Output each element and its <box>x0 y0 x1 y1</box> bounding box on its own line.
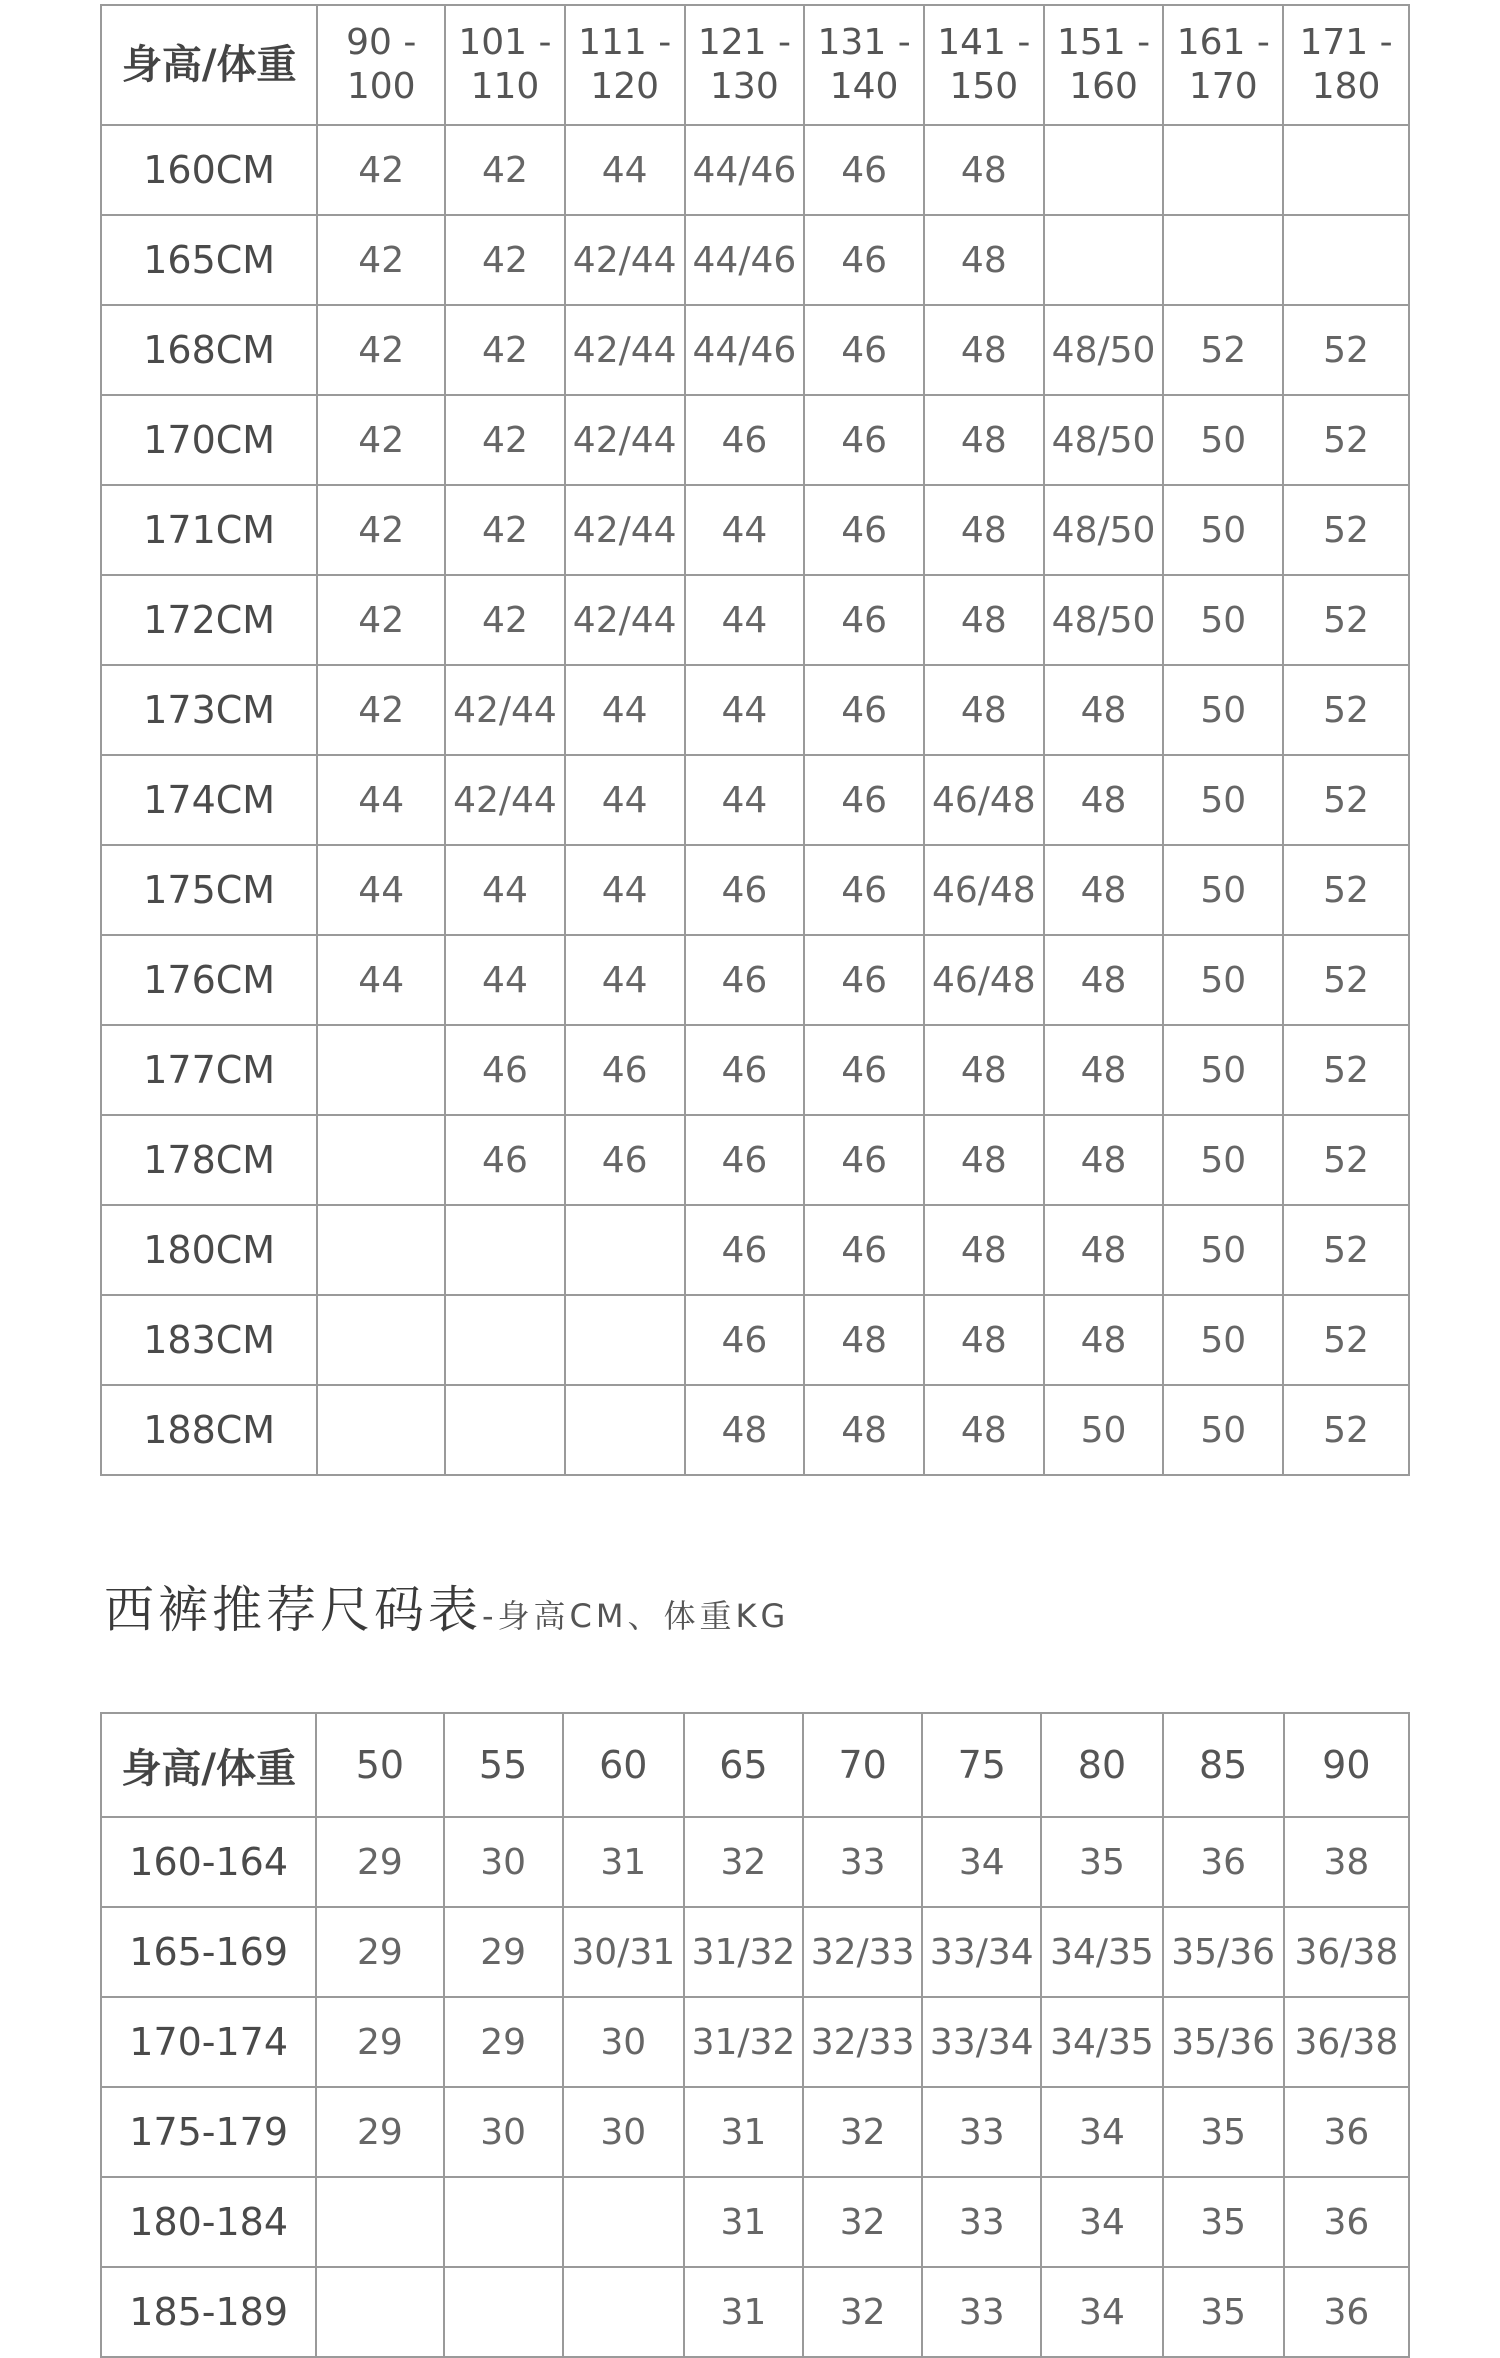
pants-size-cell: 31/32 <box>684 1997 803 2087</box>
pants-size-cell <box>563 2267 684 2357</box>
pants-title-subtitle: -身高CM、体重KG <box>482 1597 790 1635</box>
jacket-table-row <box>101 215 1409 305</box>
pants-size-cell: 36 <box>1284 2087 1409 2177</box>
jacket-size-cell: 48 <box>924 215 1044 305</box>
pants-size-cell: 36/38 <box>1284 1907 1409 1997</box>
pants-size-cell: 29 <box>316 2087 443 2177</box>
jacket-weight-col-header: 161 - 170 <box>1163 5 1283 125</box>
pants-weight-col-header: 75 <box>922 1713 1041 1817</box>
pants-size-cell: 33/34 <box>922 1997 1041 2087</box>
jacket-size-cell: 50 <box>1163 1115 1283 1205</box>
jacket-size-cell: 46 <box>804 1025 924 1115</box>
jacket-size-cell: 46 <box>445 1025 565 1115</box>
jacket-size-cell: 48 <box>924 395 1044 485</box>
jacket-size-cell: 52 <box>1283 395 1409 485</box>
jacket-size-cell: 48 <box>804 1385 924 1475</box>
pants-size-cell: 35 <box>1041 1817 1162 1907</box>
jacket-size-cell: 44 <box>317 935 445 1025</box>
pants-size-cell <box>444 2267 563 2357</box>
jacket-size-cell: 46 <box>565 1025 685 1115</box>
pants-size-cell: 36 <box>1163 1817 1284 1907</box>
jacket-size-cell: 46 <box>685 935 805 1025</box>
pants-size-cell: 33 <box>803 1817 922 1907</box>
pants-size-cell: 35 <box>1163 2267 1284 2357</box>
jacket-size-cell: 44 <box>445 845 565 935</box>
jacket-height-label: 177CM <box>101 1025 317 1115</box>
jacket-size-cell: 48/50 <box>1044 305 1164 395</box>
jacket-table-row <box>101 485 1409 575</box>
pants-size-cell: 32/33 <box>803 1997 922 2087</box>
jacket-size-cell: 50 <box>1163 1295 1283 1385</box>
jacket-size-cell: 52 <box>1283 755 1409 845</box>
jacket-size-cell: 42 <box>317 395 445 485</box>
jacket-size-cell <box>317 1115 445 1205</box>
jacket-size-cell: 48 <box>1044 1115 1164 1205</box>
jacket-size-cell: 48 <box>924 485 1044 575</box>
jacket-size-cell <box>445 1385 565 1475</box>
pants-size-cell: 34 <box>922 1817 1041 1907</box>
pants-size-cell: 36 <box>1284 2267 1409 2357</box>
jacket-size-cell: 42 <box>445 395 565 485</box>
jacket-size-cell: 48 <box>804 1295 924 1385</box>
jacket-size-cell: 48 <box>1044 755 1164 845</box>
jacket-size-cell: 44 <box>565 935 685 1025</box>
jacket-size-cell: 46 <box>804 935 924 1025</box>
jacket-size-cell: 46 <box>804 845 924 935</box>
jacket-height-label: 178CM <box>101 1115 317 1205</box>
pants-weight-col-header: 50 <box>316 1713 443 1817</box>
jacket-height-label: 183CM <box>101 1295 317 1385</box>
jacket-size-cell: 46/48 <box>924 845 1044 935</box>
jacket-size-cell: 48 <box>924 1295 1044 1385</box>
pants-size-cell: 36/38 <box>1284 1997 1409 2087</box>
jacket-size-cell: 44 <box>317 845 445 935</box>
jacket-size-cell: 48/50 <box>1044 575 1164 665</box>
pants-height-label: 160-164 <box>101 1817 316 1907</box>
jacket-size-cell: 48/50 <box>1044 395 1164 485</box>
pants-size-cell: 33 <box>922 2267 1041 2357</box>
jacket-size-cell: 44/46 <box>685 215 805 305</box>
pants-section-title <box>104 1570 789 1642</box>
jacket-size-cell: 46 <box>804 305 924 395</box>
jacket-size-cell <box>1044 125 1164 215</box>
jacket-size-cell: 44 <box>565 125 685 215</box>
jacket-table-row <box>101 665 1409 755</box>
jacket-size-cell <box>445 1205 565 1295</box>
jacket-table-body <box>101 125 1409 1475</box>
jacket-size-cell: 46 <box>804 215 924 305</box>
jacket-size-cell: 46/48 <box>924 935 1044 1025</box>
jacket-size-cell: 44 <box>685 575 805 665</box>
pants-size-cell: 30 <box>563 2087 684 2177</box>
jacket-size-cell: 46 <box>804 1115 924 1205</box>
jacket-size-cell: 48 <box>924 1385 1044 1475</box>
jacket-weight-col-header: 90 - 100 <box>317 5 445 125</box>
jacket-height-label: 188CM <box>101 1385 317 1475</box>
pants-corner-label: 身高/体重 <box>101 1713 316 1817</box>
jacket-size-cell: 52 <box>1283 935 1409 1025</box>
jacket-size-cell <box>1163 215 1283 305</box>
jacket-size-cell: 48 <box>1044 845 1164 935</box>
jacket-size-cell: 50 <box>1163 845 1283 935</box>
jacket-size-cell: 46 <box>804 125 924 215</box>
jacket-size-cell: 44 <box>685 665 805 755</box>
jacket-size-cell: 48 <box>924 665 1044 755</box>
jacket-table-row <box>101 1025 1409 1115</box>
jacket-size-cell: 42/44 <box>565 575 685 665</box>
pants-table-row <box>101 2087 1409 2177</box>
jacket-size-cell <box>565 1295 685 1385</box>
jacket-size-cell: 52 <box>1283 1115 1409 1205</box>
jacket-size-cell: 42/44 <box>565 395 685 485</box>
jacket-size-cell <box>445 1295 565 1385</box>
jacket-size-cell: 52 <box>1283 485 1409 575</box>
jacket-table-row <box>101 1205 1409 1295</box>
jacket-weight-col-header: 141 - 150 <box>924 5 1044 125</box>
pants-size-cell: 32 <box>803 2087 922 2177</box>
pants-height-label: 175-179 <box>101 2087 316 2177</box>
jacket-table-row <box>101 1115 1409 1205</box>
jacket-height-label: 170CM <box>101 395 317 485</box>
jacket-size-cell: 48 <box>1044 665 1164 755</box>
pants-size-cell: 34/35 <box>1041 1907 1162 1997</box>
jacket-size-cell: 48 <box>1044 935 1164 1025</box>
jacket-size-cell <box>1163 125 1283 215</box>
jacket-height-label: 175CM <box>101 845 317 935</box>
jacket-table-row <box>101 575 1409 665</box>
jacket-size-cell: 44 <box>685 485 805 575</box>
jacket-size-cell: 46 <box>685 1115 805 1205</box>
pants-size-cell: 33 <box>922 2177 1041 2267</box>
pants-size-cell: 30 <box>444 1817 563 1907</box>
jacket-table-row <box>101 395 1409 485</box>
pants-size-cell: 29 <box>316 1907 443 1997</box>
jacket-table-row <box>101 125 1409 215</box>
jacket-size-cell: 48 <box>1044 1205 1164 1295</box>
jacket-weight-col-header: 171 - 180 <box>1283 5 1409 125</box>
jacket-size-cell: 48/50 <box>1044 485 1164 575</box>
jacket-size-cell: 42 <box>317 305 445 395</box>
jacket-height-label: 160CM <box>101 125 317 215</box>
jacket-table-row <box>101 305 1409 395</box>
jacket-size-cell: 46 <box>804 665 924 755</box>
jacket-size-cell <box>565 1385 685 1475</box>
pants-table-row <box>101 1817 1409 1907</box>
pants-size-cell: 38 <box>1284 1817 1409 1907</box>
pants-size-cell: 31 <box>684 2087 803 2177</box>
pants-size-cell: 32 <box>803 2267 922 2357</box>
jacket-size-cell: 50 <box>1163 755 1283 845</box>
jacket-size-cell <box>1283 215 1409 305</box>
jacket-size-cell: 52 <box>1283 1205 1409 1295</box>
jacket-size-cell: 52 <box>1283 845 1409 935</box>
pants-table-row <box>101 1907 1409 1997</box>
jacket-size-cell <box>317 1385 445 1475</box>
pants-weight-col-header: 90 <box>1284 1713 1409 1817</box>
pants-weight-col-header: 70 <box>803 1713 922 1817</box>
jacket-size-cell: 48 <box>1044 1295 1164 1385</box>
pants-weight-col-header: 60 <box>563 1713 684 1817</box>
pants-weight-col-header: 65 <box>684 1713 803 1817</box>
pants-table-row <box>101 2267 1409 2357</box>
pants-table-body <box>101 1817 1409 2357</box>
jacket-size-cell: 46 <box>804 485 924 575</box>
pants-size-cell: 35 <box>1163 2177 1284 2267</box>
jacket-size-cell: 48 <box>685 1385 805 1475</box>
pants-size-cell: 32 <box>803 2177 922 2267</box>
pants-size-cell <box>316 2177 443 2267</box>
pants-size-cell <box>316 2267 443 2357</box>
jacket-size-cell: 52 <box>1283 575 1409 665</box>
jacket-weight-col-header: 151 - 160 <box>1044 5 1164 125</box>
pants-height-label: 170-174 <box>101 1997 316 2087</box>
jacket-size-cell: 46 <box>804 1205 924 1295</box>
jacket-size-cell: 50 <box>1163 1025 1283 1115</box>
jacket-header-row <box>101 5 1409 125</box>
jacket-weight-col-header: 111 - 120 <box>565 5 685 125</box>
jacket-size-cell: 50 <box>1163 1385 1283 1475</box>
jacket-size-cell: 44/46 <box>685 125 805 215</box>
jacket-height-label: 176CM <box>101 935 317 1025</box>
jacket-size-cell: 44/46 <box>685 305 805 395</box>
jacket-size-cell: 48 <box>924 575 1044 665</box>
pants-size-cell: 30/31 <box>563 1907 684 1997</box>
pants-size-cell: 29 <box>316 1817 443 1907</box>
jacket-table-row <box>101 1385 1409 1475</box>
pants-size-cell: 29 <box>316 1997 443 2087</box>
jacket-size-cell: 42 <box>445 215 565 305</box>
jacket-table-row <box>101 1295 1409 1385</box>
jacket-size-cell: 48 <box>924 1025 1044 1115</box>
jacket-size-cell: 42 <box>445 485 565 575</box>
jacket-size-cell: 42 <box>317 485 445 575</box>
pants-size-cell: 32 <box>684 1817 803 1907</box>
jacket-size-cell: 52 <box>1283 1385 1409 1475</box>
pants-table-row <box>101 2177 1409 2267</box>
jacket-height-label: 173CM <box>101 665 317 755</box>
pants-size-cell: 29 <box>444 1907 563 1997</box>
pants-size-cell: 32/33 <box>803 1907 922 1997</box>
jacket-size-cell: 44 <box>445 935 565 1025</box>
jacket-size-cell: 48 <box>924 1205 1044 1295</box>
jacket-size-cell: 52 <box>1283 665 1409 755</box>
jacket-size-cell <box>565 1205 685 1295</box>
jacket-size-cell: 46 <box>565 1115 685 1205</box>
jacket-size-cell <box>1044 215 1164 305</box>
jacket-size-cell: 42/44 <box>445 665 565 755</box>
jacket-size-cell: 48 <box>924 305 1044 395</box>
jacket-height-label: 171CM <box>101 485 317 575</box>
pants-header-row <box>101 1713 1409 1817</box>
jacket-size-cell: 52 <box>1163 305 1283 395</box>
jacket-size-cell: 46 <box>685 1205 805 1295</box>
jacket-size-cell: 46 <box>445 1115 565 1205</box>
pants-size-cell <box>444 2177 563 2267</box>
jacket-size-cell: 42 <box>317 125 445 215</box>
jacket-size-cell: 42 <box>445 575 565 665</box>
pants-weight-col-header: 85 <box>1163 1713 1284 1817</box>
jacket-weight-col-header: 131 - 140 <box>804 5 924 125</box>
jacket-size-cell: 46 <box>685 395 805 485</box>
jacket-size-table <box>100 4 1410 1476</box>
jacket-size-cell: 42 <box>317 575 445 665</box>
jacket-size-cell: 44 <box>565 665 685 755</box>
jacket-height-label: 168CM <box>101 305 317 395</box>
jacket-size-cell: 42 <box>317 665 445 755</box>
jacket-size-cell: 52 <box>1283 1025 1409 1115</box>
pants-size-cell: 33/34 <box>922 1907 1041 1997</box>
jacket-size-cell: 46 <box>685 1295 805 1385</box>
pants-size-cell: 33 <box>922 2087 1041 2177</box>
jacket-size-cell: 42/44 <box>565 305 685 395</box>
jacket-size-cell: 50 <box>1163 665 1283 755</box>
pants-size-cell: 30 <box>563 1997 684 2087</box>
jacket-height-label: 174CM <box>101 755 317 845</box>
jacket-table-row <box>101 845 1409 935</box>
jacket-size-cell: 50 <box>1163 1205 1283 1295</box>
jacket-size-cell: 46/48 <box>924 755 1044 845</box>
jacket-table-row <box>101 755 1409 845</box>
jacket-size-cell: 42/44 <box>565 485 685 575</box>
jacket-size-cell: 48 <box>1044 1025 1164 1115</box>
pants-size-cell: 31/32 <box>684 1907 803 1997</box>
pants-size-cell <box>563 2177 684 2267</box>
pants-size-cell: 29 <box>444 1997 563 2087</box>
jacket-table-row <box>101 935 1409 1025</box>
pants-height-label: 180-184 <box>101 2177 316 2267</box>
jacket-size-cell: 50 <box>1163 575 1283 665</box>
jacket-corner-label: 身高/体重 <box>101 5 317 125</box>
pants-table-row <box>101 1997 1409 2087</box>
jacket-size-cell: 50 <box>1044 1385 1164 1475</box>
jacket-size-cell: 46 <box>685 845 805 935</box>
jacket-size-cell <box>1283 125 1409 215</box>
pants-size-cell: 34 <box>1041 2087 1162 2177</box>
pants-size-cell: 34 <box>1041 2267 1162 2357</box>
jacket-size-cell: 50 <box>1163 485 1283 575</box>
pants-size-table <box>100 1712 1410 2358</box>
jacket-size-cell: 46 <box>804 575 924 665</box>
jacket-size-cell: 52 <box>1283 1295 1409 1385</box>
jacket-size-cell: 46 <box>685 1025 805 1115</box>
jacket-size-cell: 44 <box>685 755 805 845</box>
pants-size-cell: 31 <box>684 2267 803 2357</box>
jacket-size-cell: 48 <box>924 125 1044 215</box>
pants-size-cell: 35/36 <box>1163 1907 1284 1997</box>
jacket-size-cell: 42 <box>445 305 565 395</box>
jacket-weight-col-header: 121 - 130 <box>685 5 805 125</box>
pants-weight-col-header: 80 <box>1041 1713 1162 1817</box>
jacket-size-cell: 52 <box>1283 305 1409 395</box>
pants-height-label: 185-189 <box>101 2267 316 2357</box>
jacket-height-label: 165CM <box>101 215 317 305</box>
pants-size-cell: 34/35 <box>1041 1997 1162 2087</box>
jacket-size-cell: 50 <box>1163 395 1283 485</box>
jacket-height-label: 172CM <box>101 575 317 665</box>
pants-size-cell: 36 <box>1284 2177 1409 2267</box>
jacket-size-cell: 44 <box>317 755 445 845</box>
jacket-size-cell: 48 <box>924 1115 1044 1205</box>
pants-size-cell: 35/36 <box>1163 1997 1284 2087</box>
pants-size-cell: 30 <box>444 2087 563 2177</box>
jacket-size-cell: 44 <box>565 755 685 845</box>
jacket-size-cell <box>317 1295 445 1385</box>
pants-size-cell: 31 <box>563 1817 684 1907</box>
jacket-weight-col-header: 101 - 110 <box>445 5 565 125</box>
jacket-size-cell <box>317 1025 445 1115</box>
jacket-size-cell: 42/44 <box>445 755 565 845</box>
jacket-size-cell: 44 <box>565 845 685 935</box>
jacket-size-cell: 50 <box>1163 935 1283 1025</box>
jacket-size-cell: 42 <box>317 215 445 305</box>
pants-weight-col-header: 55 <box>444 1713 563 1817</box>
jacket-size-cell: 42/44 <box>565 215 685 305</box>
pants-height-label: 165-169 <box>101 1907 316 1997</box>
jacket-size-cell: 42 <box>445 125 565 215</box>
pants-size-cell: 35 <box>1163 2087 1284 2177</box>
pants-size-cell: 31 <box>684 2177 803 2267</box>
jacket-size-cell: 46 <box>804 395 924 485</box>
jacket-size-cell <box>317 1205 445 1295</box>
jacket-size-cell: 46 <box>804 755 924 845</box>
pants-size-cell: 34 <box>1041 2177 1162 2267</box>
pants-title-main: 西裤推荐尺码表 <box>104 1581 482 1639</box>
jacket-height-label: 180CM <box>101 1205 317 1295</box>
